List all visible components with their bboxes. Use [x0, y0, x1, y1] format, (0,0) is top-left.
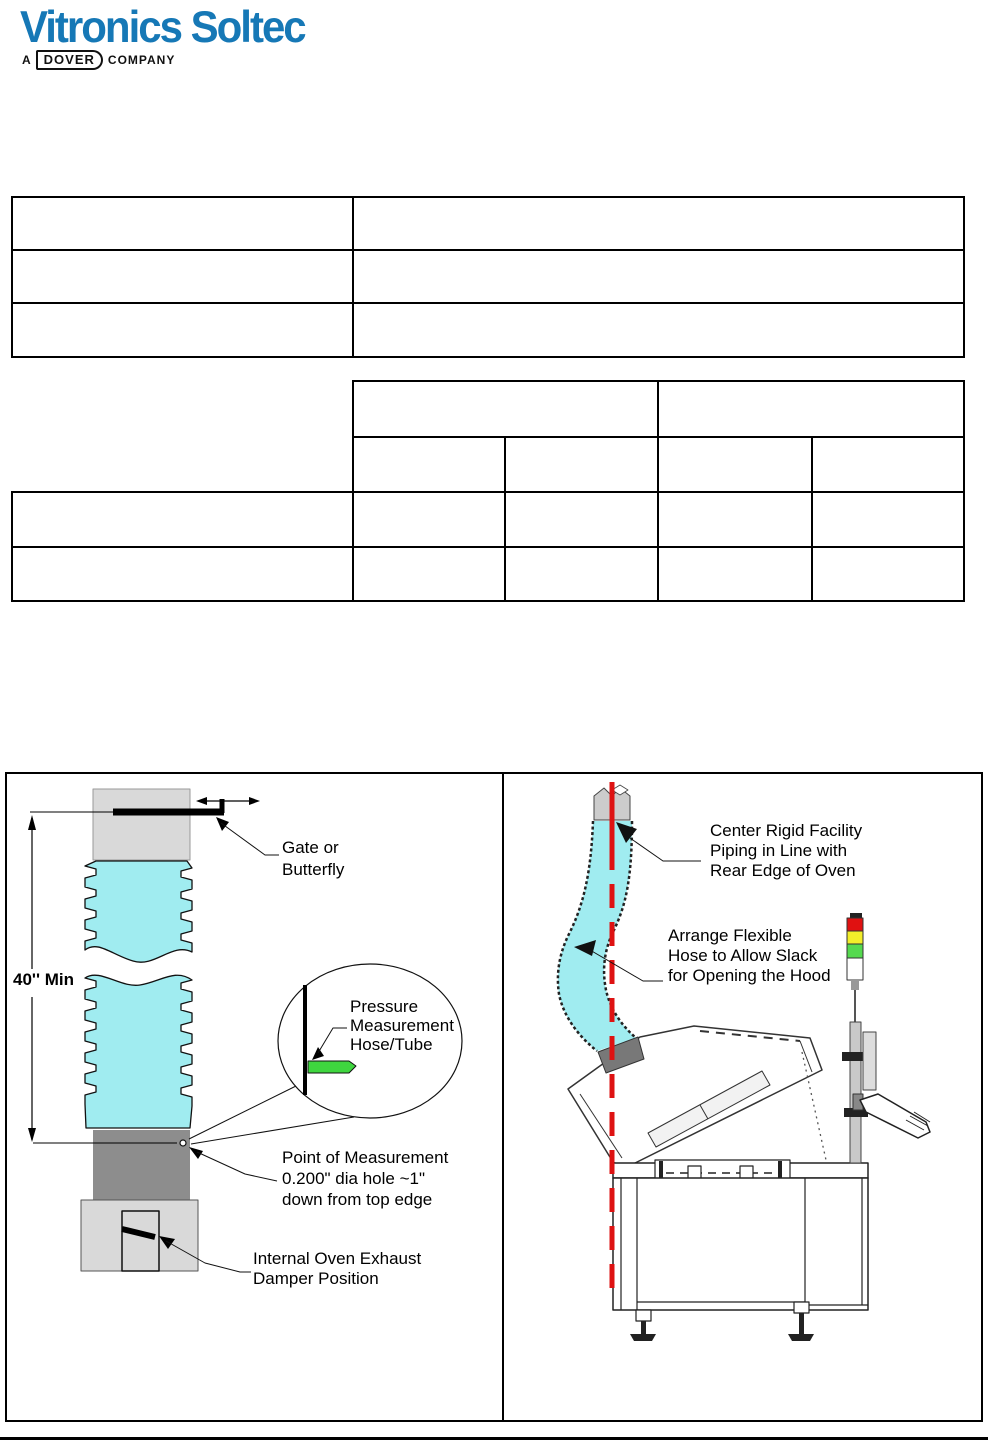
- table-border: [11, 302, 965, 304]
- exhaust-figure-panel: [4, 771, 985, 1423]
- pressure-tube: [308, 1061, 356, 1073]
- gate-label-line2: Butterfly: [282, 860, 345, 879]
- pressure-label-line2: Measurement: [350, 1016, 454, 1035]
- leveling-foot: [788, 1334, 814, 1341]
- table-border: [963, 380, 965, 602]
- logo-brand-text: Vitronics Soltec: [20, 1, 305, 52]
- slack-label-line2: Hose to Allow Slack: [668, 946, 818, 965]
- machine-leg: [794, 1302, 809, 1313]
- tagline-prefix: A: [22, 53, 31, 68]
- pom-label-line1: Point of Measurement: [282, 1148, 449, 1167]
- table-border: [504, 436, 506, 602]
- table-border: [11, 600, 965, 602]
- table-border: [11, 249, 965, 251]
- flex-hose-upper: [85, 861, 192, 962]
- center-label-line3: Rear Edge of Oven: [710, 861, 856, 880]
- table-border: [352, 196, 354, 358]
- table-border: [352, 380, 354, 602]
- table-border: [11, 196, 13, 358]
- slack-label-line1: Arrange Flexible: [668, 926, 792, 945]
- logo-tagline: [22, 50, 305, 70]
- tower-cap: [850, 913, 862, 918]
- dover-badge: DOVER: [36, 50, 103, 70]
- table-border: [11, 491, 965, 493]
- leveling-foot: [630, 1334, 656, 1341]
- table-border: [11, 356, 965, 358]
- pressure-label-line1: Pressure: [350, 997, 419, 1016]
- damper-label-line1: Internal Oven Exhaust: [253, 1249, 422, 1268]
- table-border: [353, 436, 965, 438]
- tower-light-white: [847, 958, 863, 980]
- tower-light-green: [847, 944, 863, 958]
- gate-label-line1: Gate or: [282, 838, 339, 857]
- table-border: [657, 380, 659, 602]
- leg-stem: [641, 1321, 646, 1334]
- exhaust-diagrams-svg: [4, 771, 985, 1423]
- damper-label-line2: Damper Position: [253, 1269, 379, 1288]
- table-border: [11, 546, 965, 548]
- pressure-label-line3: Hose/Tube: [350, 1035, 433, 1054]
- slack-label-line3: for Opening the Hood: [668, 966, 831, 985]
- machine-leg: [636, 1310, 651, 1321]
- flex-hose-lower: [85, 975, 192, 1128]
- table-border: [11, 491, 13, 602]
- leg-stem: [799, 1313, 804, 1334]
- table-border: [963, 196, 965, 358]
- footer-rule: [0, 1437, 988, 1440]
- facility-duct-top: [93, 789, 190, 860]
- table-border: [811, 436, 813, 602]
- machine-body: [613, 1178, 868, 1310]
- pom-label-line2: 0.200" dia hole ~1": [282, 1169, 425, 1188]
- tagline-suffix: COMPANY: [107, 53, 176, 68]
- center-label-line2: Piping in Line with: [710, 841, 848, 860]
- center-label-line1: Center Rigid Facility: [710, 821, 863, 840]
- vitronics-soltec-logo: [20, 1, 305, 70]
- dim-label: 40'' Min: [13, 970, 74, 989]
- tower-light-red: [847, 918, 863, 931]
- pom-label-line3: down from top edge: [282, 1190, 433, 1209]
- table-border: [11, 196, 965, 198]
- tower-pole: [850, 1022, 861, 1163]
- pole-flag-panel: [863, 1032, 876, 1090]
- tower-base: [851, 980, 859, 990]
- tower-light-yellow: [847, 931, 863, 944]
- measurement-hole: [180, 1140, 186, 1146]
- oven-exhaust-duct: [93, 1130, 190, 1200]
- table-border: [353, 380, 965, 382]
